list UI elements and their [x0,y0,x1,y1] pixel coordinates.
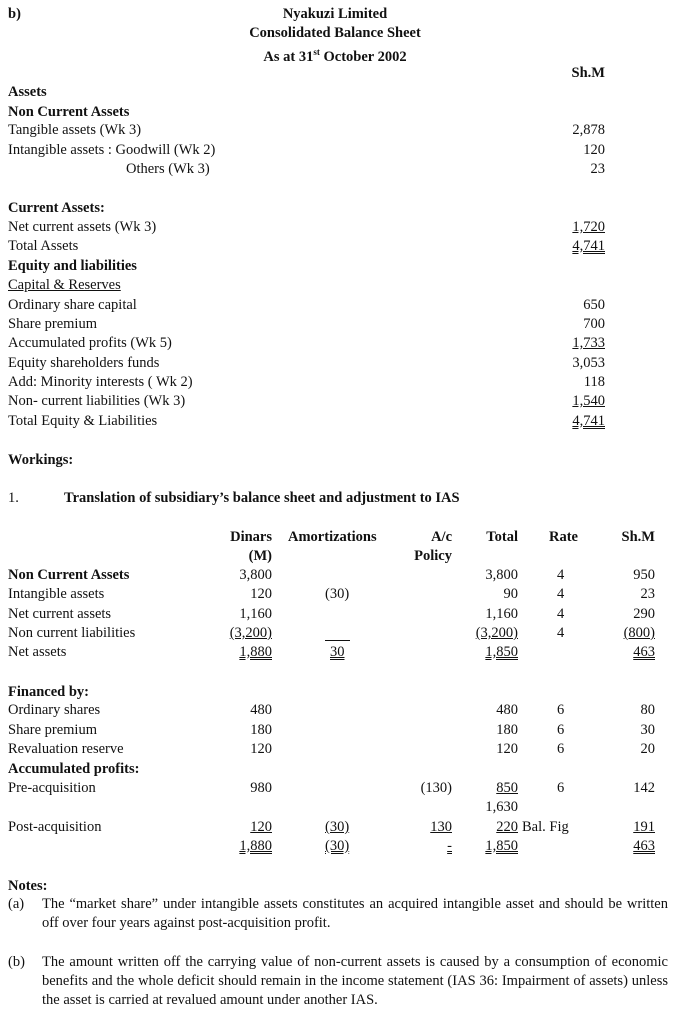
w-nca-label: Non Current Assets [8,567,130,583]
equity-heading: Equity and liabilities [8,258,137,274]
w-post-label: Post-acquisition [8,819,102,835]
w-net-assets-dinars: 1,880 [239,644,272,660]
w-revaluation-shm: 20 [640,741,655,757]
w-net-current-dinars: 1,160 [239,606,272,622]
statement-date: As at 31st October 2002 [263,47,407,65]
w-net-current-rate: 4 [557,606,565,622]
w-pre-label: Pre-acquisition [8,780,96,796]
acc-profits-heading: Accumulated profits: [8,761,140,777]
w-net-current-label: Net current assets [8,606,112,622]
note-a-marker: (a) [8,896,25,912]
w-premium-total: 180 [496,722,518,738]
total-assets-label: Total Assets [8,238,79,254]
w-revaluation-rate: 6 [557,741,565,757]
w-nca-dinars: 3,800 [239,567,272,583]
w-total-shm: 463 [633,838,655,854]
w-post-rate: Bal. Fig [522,819,569,835]
w-pre-shm: 142 [633,780,655,796]
tangible-value: 2,878 [572,122,605,138]
net-current-value: 1,720 [572,219,605,235]
w-total-amort: (30) [325,838,350,854]
w-ordinary-shm: 80 [640,702,655,718]
w-revaluation-total: 120 [496,741,518,757]
w-post-amort: (30) [325,819,350,835]
w-intangible-total: 90 [503,586,518,602]
w-revaluation-label: Revaluation reserve [8,741,124,757]
ncl-value: 1,540 [572,393,605,409]
others-label: Others (Wk 3) [126,161,210,177]
col-total: Total [486,529,518,545]
acc-profits-label: Accumulated profits (Wk 5) [8,335,172,351]
share-capital-label: Ordinary share capital [8,297,137,313]
note-b-text: The amount written off the carrying value of non-current assets is caused by a consumption of economic benefits and the whole deficit should remain in the income statement (IAS 36: Impairment of assets) unless the asset is carried at revalued amount under another IAS. [42,954,668,1008]
w-nca-rate: 4 [557,567,565,583]
w-nca-shm: 950 [633,567,655,583]
share-premium-value: 700 [583,316,605,332]
note-b-marker: (b) [8,954,25,970]
workings-heading: Workings: [8,452,74,468]
w-ncl-total: (3,200) [475,625,518,641]
w-ordinary-total: 480 [496,702,518,718]
w-post-total: 220 [496,819,518,835]
w-nca-total: 3,800 [485,567,518,583]
note-a [8,895,668,933]
w-ordinary-dinars: 480 [250,702,272,718]
statement-title: Consolidated Balance Sheet [249,25,421,41]
w-total-policy: - [447,838,452,854]
w-ordinary-label: Ordinary shares [8,702,101,718]
minority-value: 118 [583,374,605,390]
col-dinars-unit: (M) [248,548,272,564]
total-assets-value: 4,741 [572,238,605,254]
equity-funds-label: Equity shareholders funds [8,355,160,371]
non-current-heading: Non Current Assets [8,104,130,120]
notes-heading: Notes: [8,878,48,894]
w-intangible-shm: 23 [640,586,655,602]
w-total-total: 1,850 [485,838,518,854]
w-net-current-total: 1,160 [485,606,518,622]
col-shm: Sh.M [621,529,655,545]
w-net-current-shm: 290 [633,606,655,622]
goodwill-label: Intangible assets : Goodwill (Wk 2) [8,142,216,158]
w-intangible-label: Intangible assets [8,586,105,602]
w-intangible-dinars: 120 [250,586,272,602]
w-ncl-shm: (800) [623,625,655,641]
others-value: 23 [590,161,605,177]
acc-profits-value: 1,733 [572,335,605,351]
w-subtotal: 1,630 [485,799,518,815]
w-intangible-rate: 4 [557,586,565,602]
w-revaluation-dinars: 120 [250,741,272,757]
w-ncl-label: Non current liabilities [8,625,136,641]
goodwill-value: 120 [583,142,605,158]
w-net-assets-total: 1,850 [485,644,518,660]
working-title: Translation of subsidiary’s balance sheet and adjustment to IAS [64,490,460,506]
net-current-label: Net current assets (Wk 3) [8,219,157,235]
w-post-policy: 130 [430,819,452,835]
share-capital-value: 650 [583,297,605,313]
col-rate: Rate [549,529,578,545]
company-name: Nyakuzi Limited [282,6,388,22]
current-assets-heading: Current Assets: [8,200,105,216]
col-amortizations: Amortizations [288,529,377,545]
assets-heading: Assets [8,84,47,100]
w-ordinary-rate: 6 [557,702,565,718]
w-net-assets-label: Net assets [8,644,67,660]
working-number: 1. [8,490,19,506]
w-pre-policy: (130) [420,780,452,796]
col-dinars: Dinars [230,529,272,545]
w-premium-rate: 6 [557,722,565,738]
w-pre-dinars: 980 [250,780,272,796]
w-intangible-amort: (30) [325,586,350,602]
share-premium-label: Share premium [8,316,97,332]
w-ncl-rate: 4 [557,625,565,641]
w-ncl-amort-rule [325,640,350,641]
w-pre-total: 850 [496,780,518,796]
note-b [8,953,668,1010]
w-ncl-dinars: (3,200) [229,625,272,641]
w-premium-dinars: 180 [250,722,272,738]
financed-heading: Financed by: [8,684,89,700]
equity-funds-value: 3,053 [572,355,605,371]
ncl-label: Non- current liabilities (Wk 3) [8,393,186,409]
w-net-assets-amort: 30 [330,644,345,660]
capital-heading: Capital & Reserves [8,277,121,293]
section-label: b) [8,6,21,22]
col-policy: Policy [414,548,452,564]
total-el-label: Total Equity & Liabilities [8,413,158,429]
w-premium-shm: 30 [640,722,655,738]
w-pre-rate: 6 [557,780,565,796]
col-ac: A/c [431,529,452,545]
currency-header: Sh.M [571,65,605,81]
w-post-dinars: 120 [250,819,272,835]
total-el-value: 4,741 [572,413,605,429]
minority-label: Add: Minority interests ( Wk 2) [8,374,193,390]
w-total-dinars: 1,880 [239,838,272,854]
note-a-text: The “market share” under intangible assets constitutes an acquired intangible asset and should be written off over four years against post-acquisition profit. [42,896,668,931]
w-premium-label: Share premium [8,722,97,738]
w-net-assets-shm: 463 [633,644,655,660]
w-post-shm: 191 [633,819,655,835]
tangible-label: Tangible assets (Wk 3) [8,122,142,138]
